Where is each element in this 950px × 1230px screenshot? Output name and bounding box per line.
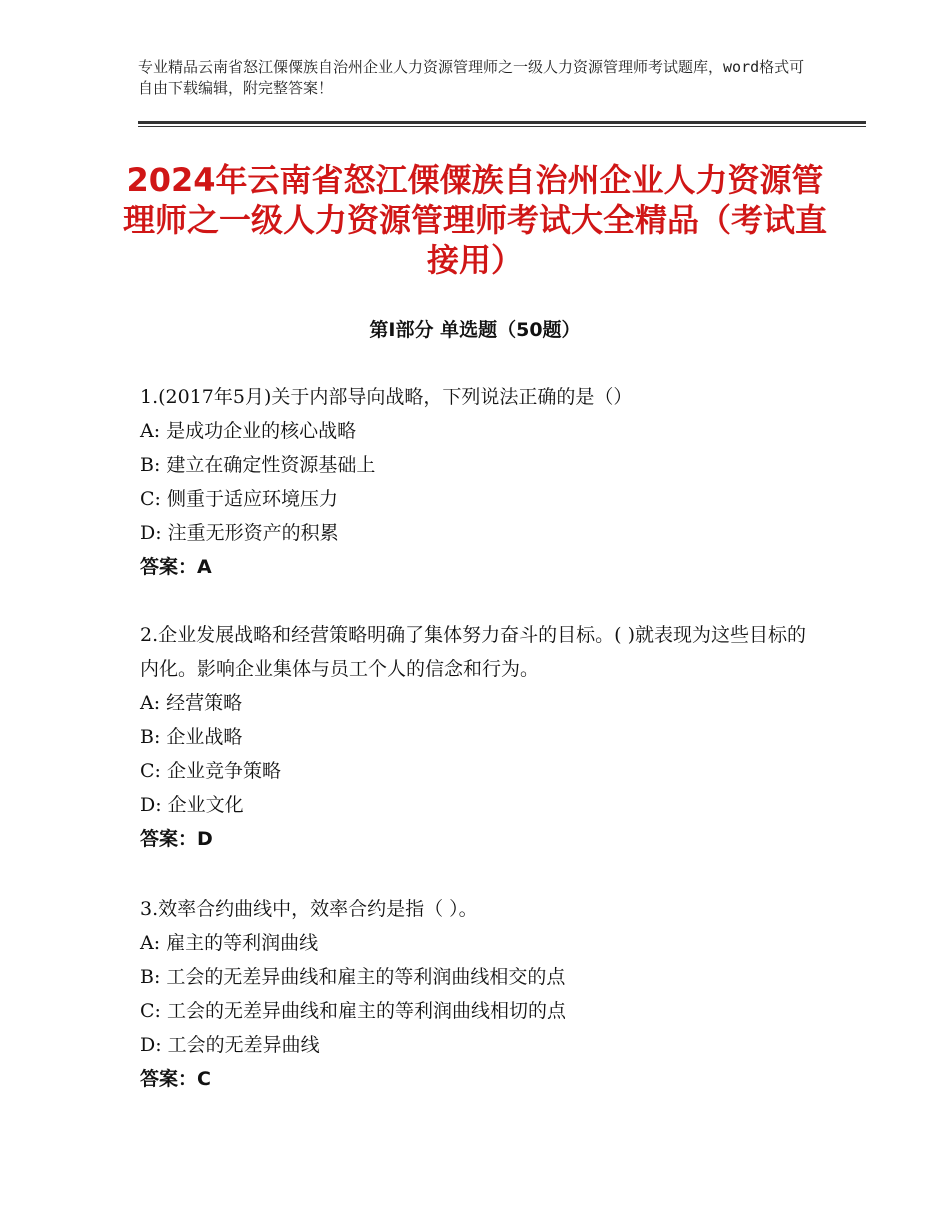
question-3 xyxy=(140,892,820,1096)
option-c: C: 侧重于适应环境压力 xyxy=(140,488,338,510)
answer: 答案：D xyxy=(140,828,213,850)
option-a: A: 雇主的等利润曲线 xyxy=(140,932,319,954)
option-c: C: 工会的无差异曲线和雇主的等利润曲线相切的点 xyxy=(140,1000,566,1022)
question-stem: 1.(2017年5月)关于内部导向战略，下列说法正确的是（） xyxy=(140,386,633,408)
option-d: D: 企业文化 xyxy=(140,794,244,816)
question-2 xyxy=(140,618,820,856)
option-b: B: 建立在确定性资源基础上 xyxy=(140,454,376,476)
answer: 答案：C xyxy=(140,1068,211,1090)
option-b: B: 工会的无差异曲线和雇主的等利润曲线相交的点 xyxy=(140,966,566,988)
answer: 答案：A xyxy=(140,556,212,578)
option-a: A: 经营策略 xyxy=(140,692,243,714)
document-title: 2024年云南省怒江傈僳族自治州企业人力资源管理师之一级人力资源管理师考试大全精品（考试直接用） xyxy=(122,161,827,279)
section-title: 第Ⅰ部分 单选题（50题） xyxy=(369,319,581,341)
option-a: A: 是成功企业的核心战略 xyxy=(140,420,357,442)
header-note: 专业精品云南省怒江傈僳族自治州企业人力资源管理师之一级人力资源管理师考试题库，word格式可自由下载编辑，附完整答案！ xyxy=(138,58,805,97)
option-d: D: 工会的无差异曲线 xyxy=(140,1034,320,1056)
option-b: B: 企业战略 xyxy=(140,726,243,748)
header-divider-thin xyxy=(138,126,866,127)
option-c: C: 企业竞争策略 xyxy=(140,760,281,782)
question-1 xyxy=(140,380,820,584)
question-stem: 3.效率合约曲线中，效率合约是指（ ）。 xyxy=(140,898,478,920)
header-divider-thick xyxy=(138,121,866,124)
question-stem: 2.企业发展战略和经营策略明确了集体努力奋斗的目标。( )就表现为这些目标的内化。影响企业集体与员工个人的信念和行为。 xyxy=(140,624,806,680)
option-d: D: 注重无形资产的积累 xyxy=(140,522,339,544)
